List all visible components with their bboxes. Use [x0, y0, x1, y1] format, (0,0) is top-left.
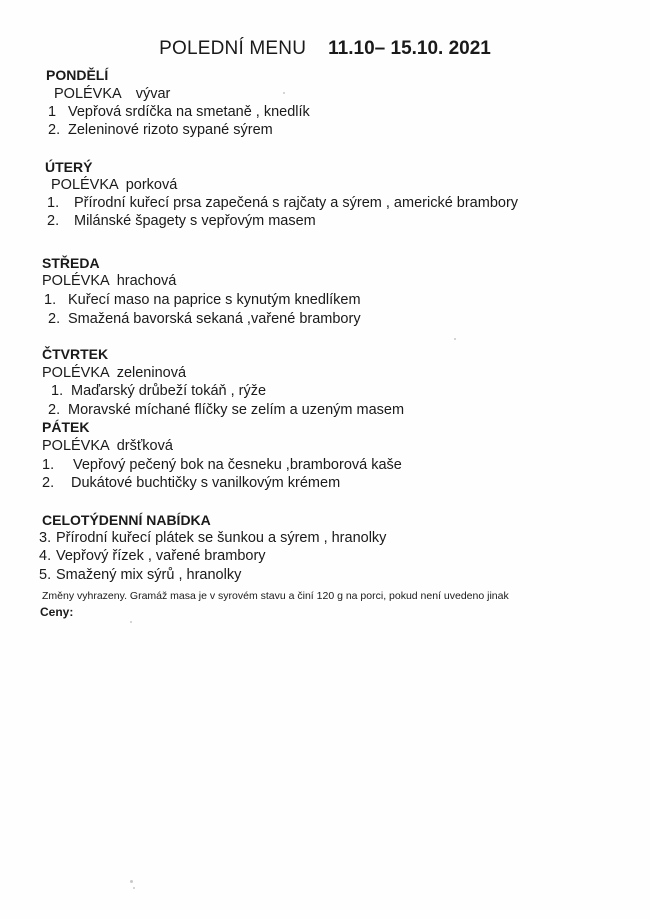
- soup-name: hrachová: [116, 273, 177, 289]
- menu-item: [39, 566, 241, 584]
- scan-speck: [454, 338, 456, 340]
- item-text: Přírodní kuřecí plátek se šunkou a sýrem , hranolky: [56, 530, 387, 546]
- soup-line-tuesday: [51, 176, 177, 194]
- item-number: 2.: [47, 213, 60, 229]
- menu-item: [47, 212, 316, 230]
- soup-label: POLÉVKA: [42, 273, 110, 289]
- item-number: 1.: [51, 383, 64, 399]
- menu-item: [48, 401, 404, 419]
- item-text: Přírodní kuřecí prsa zapečená s rajčaty a sýrem , americké brambory: [74, 195, 519, 211]
- menu-item: [44, 291, 361, 309]
- weekly-offer-heading: CELOTÝDENNÍ NABÍDKA: [42, 512, 211, 528]
- soup-name: dršťková: [116, 438, 173, 454]
- menu-item: [47, 194, 518, 212]
- item-text: Zeleninové rizoto sypané sýrem: [68, 122, 273, 138]
- item-text: Dukátové buchtičky s vanilkovým krémem: [71, 475, 341, 491]
- disclaimer-note: Změny vyhrazeny. Gramáž masa je v syrovém stavu a činí 120 g na porci, pokud není uvedeno jinak: [42, 590, 509, 602]
- item-text: Vepřový pečený bok na česneku ,bramborová kaše: [73, 457, 402, 473]
- soup-label: POLÉVKA: [51, 177, 119, 193]
- menu-item: [48, 103, 310, 121]
- item-number: 2.: [48, 402, 61, 418]
- menu-title: [0, 38, 650, 60]
- item-number: 4.: [39, 548, 52, 564]
- menu-item: [51, 382, 266, 400]
- menu-item: [42, 456, 402, 474]
- menu-item: [42, 474, 340, 492]
- title-text: POLEDNÍ MENU: [159, 38, 307, 59]
- day-heading-tuesday: ÚTERÝ: [45, 159, 93, 175]
- soup-line-thursday: [42, 364, 186, 382]
- soup-label: POLÉVKA: [42, 438, 110, 454]
- item-text: Smažený mix sýrů , hranolky: [56, 567, 242, 583]
- soup-label: POLÉVKA: [42, 365, 110, 381]
- day-heading-thursday: ČTVRTEK: [42, 346, 109, 362]
- item-number: 2.: [48, 311, 61, 327]
- soup-line-friday: [42, 437, 173, 455]
- item-text: Vepřová srdíčka na smetaně , knedlík: [68, 104, 310, 120]
- item-text: Kuřecí maso na paprice s kynutým knedlíkem: [68, 292, 361, 308]
- soup-name: vývar: [135, 86, 171, 102]
- scan-speck: [130, 880, 133, 883]
- menu-item: [39, 529, 386, 547]
- item-text: Smažená bavorská sekaná ,vařené brambory: [68, 311, 361, 327]
- item-number: 1.: [42, 457, 55, 473]
- item-text: Moravské míchané flíčky se zelím a uzeným masem: [68, 402, 405, 418]
- prices-label: Ceny:: [40, 605, 74, 619]
- item-number: 1: [48, 104, 57, 120]
- soup-line-wednesday: [42, 272, 176, 290]
- menu-item: [39, 547, 266, 565]
- item-number: 2.: [42, 475, 55, 491]
- soup-label: POLÉVKA: [54, 86, 122, 102]
- day-heading-wednesday: STŘEDA: [42, 255, 100, 271]
- day-heading-friday: PÁTEK: [42, 419, 90, 435]
- item-text: Vepřový řízek , vařené brambory: [56, 548, 266, 564]
- item-number: 3.: [39, 530, 52, 546]
- title-dates: 11.10– 15.10. 2021: [328, 38, 491, 59]
- item-number: 1.: [47, 195, 60, 211]
- day-heading-monday: PONDĚLÍ: [46, 67, 109, 83]
- soup-name: porková: [125, 177, 178, 193]
- menu-item: [48, 310, 361, 328]
- item-number: 1.: [44, 292, 57, 308]
- item-number: 2.: [48, 122, 61, 138]
- scan-speck: [133, 887, 135, 889]
- scan-speck: [283, 92, 285, 94]
- soup-name: zeleninová: [116, 365, 187, 381]
- item-text: Maďarský drůbeží tokáň , rýže: [71, 383, 267, 399]
- scan-speck: [130, 621, 132, 623]
- menu-item: [48, 121, 273, 139]
- soup-line-monday: [54, 85, 170, 103]
- item-number: 5.: [39, 567, 52, 583]
- item-text: Milánské špagety s vepřovým masem: [74, 213, 316, 229]
